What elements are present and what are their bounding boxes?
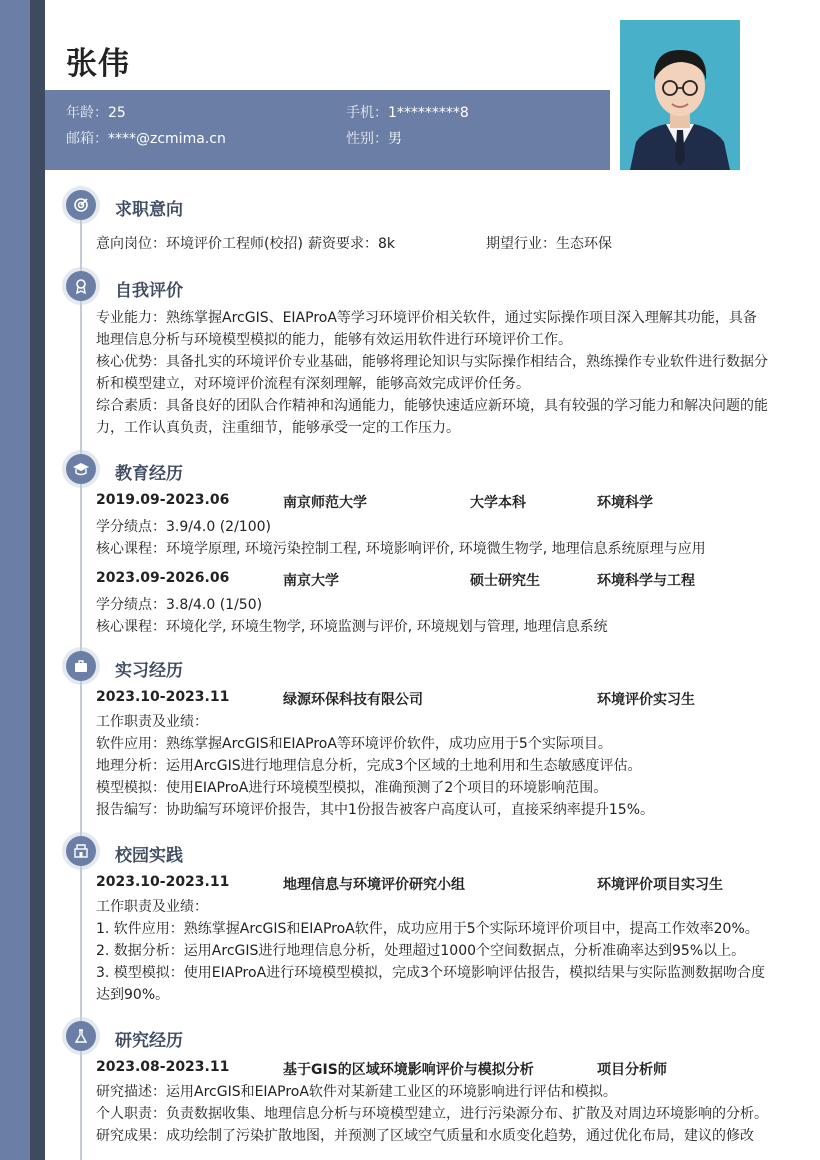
intern-lines bbox=[96, 711, 768, 821]
edu-date: 2023.09-2026.06 bbox=[96, 570, 230, 586]
self-eval-paragraph: 专业能力：熟练掌握ArcGIS、EIAProA等学习环境评价相关软件，通过实际操作项目深入理解其功能，具备地理信息分析与环境模型模拟的能力，能够有效运用软件进行环境评价工作。 bbox=[96, 310, 757, 348]
briefcase-icon bbox=[66, 651, 96, 681]
campus-line: 2. 数据分析：运用ArcGIS进行地理信息分析，处理超过1000个空间数据点，分析准确率达到95%以上。 bbox=[96, 943, 746, 959]
edu-date: 2019.09-2023.06 bbox=[96, 492, 230, 508]
phone-row: 手机：1*********8 bbox=[346, 105, 469, 121]
section-title-intent: 求职意向 bbox=[115, 200, 183, 220]
self-eval-paragraph: 核心优势：具备扎实的环境评价专业基础，能够将理论知识与实际操作相结合，熟练操作专业软件进行数据分析和模型建立，对环境评价流程有深刻理解，能够高效完成评价任务。 bbox=[96, 354, 768, 392]
intent-position: 意向岗位：环境评价工程师(校招) bbox=[96, 236, 303, 252]
target-icon bbox=[66, 190, 96, 220]
edu-gpa: 学分绩点：3.9/4.0 (2/100) bbox=[96, 519, 271, 535]
intern-line: 地理分析：运用ArcGIS进行地理信息分析，完成3个区域的土地利用和生态敏感度评估。 bbox=[96, 758, 642, 774]
section-title-self-eval: 自我评价 bbox=[115, 281, 183, 301]
person-photo-icon bbox=[620, 20, 740, 170]
intern-company: 绿源环保科技有限公司 bbox=[283, 692, 423, 708]
intern-line: 软件应用：熟练掌握ArcGIS和EIAProA等环境评价软件，成功应用于5个实际项目。 bbox=[96, 736, 612, 752]
age-row: 年龄：25 bbox=[66, 105, 126, 121]
edu-courses: 核心课程：环境化学, 环境生物学, 环境监测与评价, 环境规划与管理, 地理信息系统 bbox=[96, 619, 608, 635]
email-value: ****@zcmima.cn bbox=[108, 131, 226, 147]
section-title-internship: 实习经历 bbox=[115, 661, 183, 681]
building-icon bbox=[66, 836, 96, 866]
campus-line: 3. 模型模拟：使用EIAProA进行环境模型模拟，完成3个环境影响评估报告，模拟结果与实际监测数据吻合度达到90%。 bbox=[96, 965, 766, 1003]
campus-date: 2023.10-2023.11 bbox=[96, 874, 230, 890]
self-eval-paragraph: 综合素质：具备良好的团队合作精神和沟通能力，能够快速适应新环境，具有较强的学习能力和解决问题的能力，工作认真负责，注重细节，能够承受一定的工作压力。 bbox=[96, 398, 768, 436]
user-badge-icon bbox=[66, 271, 96, 301]
research-date: 2023.08-2023.11 bbox=[96, 1059, 230, 1075]
edu-major: 环境科学 bbox=[597, 495, 653, 511]
left-stripe bbox=[0, 0, 30, 1160]
edu-school: 南京师范大学 bbox=[283, 495, 367, 511]
candidate-name: 张伟 bbox=[66, 46, 130, 82]
research-line: 研究成果：成功绘制了污染扩散地图，并预测了区域空气质量和水质变化趋势，通过优化布局，建议的修改 bbox=[96, 1128, 754, 1144]
campus-org: 地理信息与环境评价研究小组 bbox=[283, 877, 465, 893]
campus-lines bbox=[96, 896, 768, 1006]
campus-role: 环境评价项目实习生 bbox=[597, 877, 723, 893]
flask-icon bbox=[66, 1021, 96, 1051]
profile-photo bbox=[620, 20, 740, 170]
research-lines bbox=[96, 1081, 768, 1147]
section-title-education: 教育经历 bbox=[115, 464, 183, 484]
research-role: 项目分析师 bbox=[597, 1062, 667, 1078]
intern-line: 模型模拟：使用EIAProA进行环境模型模拟，准确预测了2个项目的环境影响范围。 bbox=[96, 780, 608, 796]
gender-value: 男 bbox=[388, 131, 402, 147]
phone-value: 1*********8 bbox=[388, 105, 469, 121]
edu-degree: 大学本科 bbox=[470, 495, 526, 511]
graduation-cap-icon bbox=[66, 454, 96, 484]
edu-school: 南京大学 bbox=[283, 573, 339, 589]
campus-line: 工作职责及业绩： bbox=[96, 899, 208, 915]
edu-gpa: 学分绩点：3.8/4.0 (1/50) bbox=[96, 597, 263, 613]
research-line: 个人职责：负责数据收集、地理信息分析与环境模型建立，进行污染源分布、扩散及对周边环境影响的分析。 bbox=[96, 1106, 768, 1122]
email-row: 邮箱：****@zcmima.cn bbox=[66, 131, 226, 147]
age-value: 25 bbox=[108, 105, 126, 121]
self-eval-paragraphs bbox=[96, 307, 768, 439]
edu-courses: 核心课程：环境学原理, 环境污染控制工程, 环境影响评价, 环境微生物学, 地理信息系统原理与应用 bbox=[96, 541, 706, 557]
intern-role: 环境评价实习生 bbox=[597, 692, 695, 708]
research-project: 基于GIS的区域环境影响评价与模拟分析 bbox=[283, 1062, 534, 1078]
intern-line: 报告编写：协助编写环境评价报告，其中1份报告被客户高度认可，直接采纳率提升15%。 bbox=[96, 802, 655, 818]
intent-salary: 薪资要求：8k bbox=[308, 236, 396, 252]
edu-degree: 硕士研究生 bbox=[470, 573, 540, 589]
intern-line: 工作职责及业绩： bbox=[96, 714, 208, 730]
intent-industry: 期望行业：生态环保 bbox=[486, 236, 612, 252]
gender-row: 性别：男 bbox=[346, 131, 402, 147]
section-title-research: 研究经历 bbox=[115, 1031, 183, 1051]
intern-date: 2023.10-2023.11 bbox=[96, 689, 230, 705]
research-line: 研究描述：运用ArcGIS和EIAProA软件对某新建工业区的环境影响进行评估和模拟。 bbox=[96, 1084, 617, 1100]
section-title-campus: 校园实践 bbox=[115, 846, 183, 866]
left-stripe-dark bbox=[30, 0, 45, 1160]
campus-line: 1. 软件应用：熟练掌握ArcGIS和EIAProA软件，成功应用于5个实际环境评价项目中，提高工作效率20%。 bbox=[96, 921, 759, 937]
edu-major: 环境科学与工程 bbox=[597, 573, 695, 589]
